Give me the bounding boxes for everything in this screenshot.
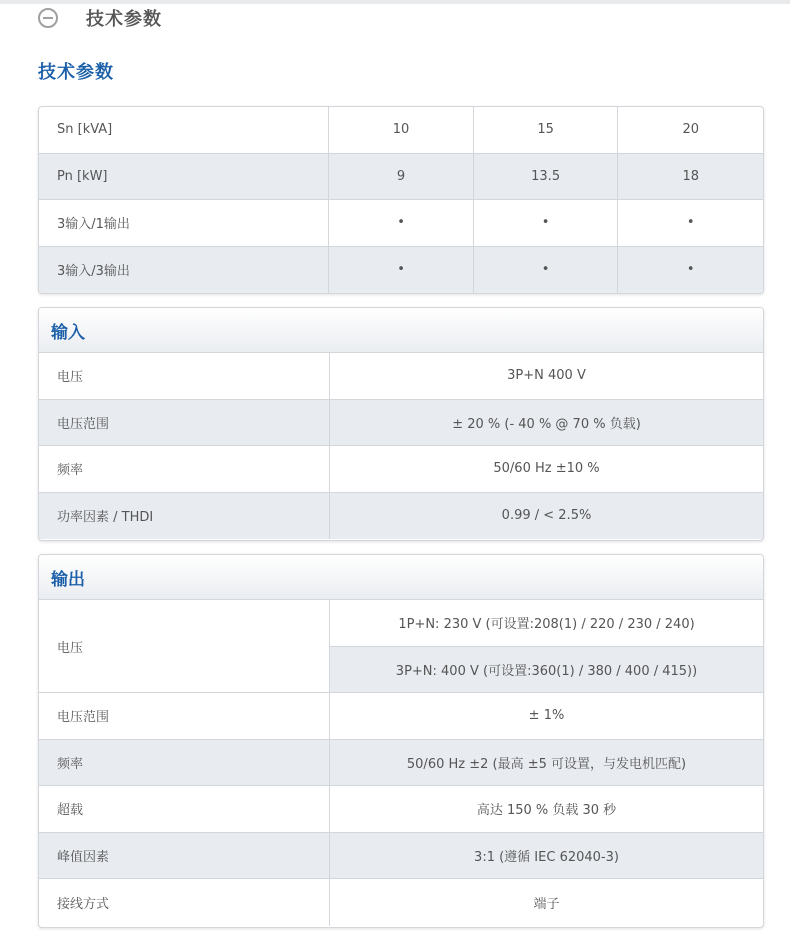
table-row <box>39 493 763 540</box>
bullet-cell: • <box>686 215 695 231</box>
row-value: 3P+N 400 V <box>507 368 586 384</box>
row-value: ± 20 % (- 40 % @ 70 % 负载) <box>452 416 641 432</box>
collapse-minus-icon[interactable] <box>38 8 58 28</box>
table-row <box>39 833 763 880</box>
row-value: 50/60 Hz ±2 (最高 ±5 可设置，与发电机匹配) <box>406 756 687 772</box>
table-cell: 18 <box>682 168 699 184</box>
row-label: 接线方式 <box>39 879 330 926</box>
row-label: 超载 <box>39 786 330 832</box>
table-row <box>39 353 763 400</box>
voltage-values <box>330 600 763 692</box>
row-value: 3P+N: 400 V (可设置:360(1) / 380 / 400 / 415)) <box>330 647 763 693</box>
bullet-cell: • <box>329 200 474 246</box>
table-row <box>39 247 763 294</box>
bullet-cell: • <box>474 200 619 246</box>
spec-table <box>38 106 764 294</box>
table-cell: 9 <box>329 154 474 200</box>
table-row <box>39 786 763 833</box>
table-cell: 10 <box>329 107 474 153</box>
output-table <box>38 554 764 928</box>
table-row <box>39 400 763 447</box>
row-value: 0.99 / < 2.5% <box>501 508 592 524</box>
row-label: 电压范围 <box>39 400 330 446</box>
row-label: 电压 <box>39 353 330 399</box>
accordion-header[interactable] <box>38 5 162 31</box>
section-title: 技术参数 <box>38 62 114 83</box>
table-cell: 13.5 <box>474 154 619 200</box>
row-value: 端子 <box>533 896 560 912</box>
table-cell: 15 <box>474 107 619 153</box>
row-label: Pn [kW] <box>39 154 329 200</box>
top-divider <box>0 0 790 4</box>
row-label: 功率因素 / THDI <box>39 493 330 540</box>
table-row <box>39 879 763 926</box>
row-label: 电压 <box>39 600 330 692</box>
bullet-cell: • <box>474 247 619 294</box>
table-row <box>39 154 763 201</box>
bullet-cell: • <box>329 247 474 294</box>
input-table <box>38 307 764 541</box>
row-label: 频率 <box>39 446 330 492</box>
row-label: 峰值因素 <box>39 833 330 879</box>
row-label: 3输入/1输出 <box>39 200 329 246</box>
row-value: 3:1 (遵循 IEC 62040-3) <box>474 849 619 865</box>
row-value: 1P+N: 230 V (可设置:208(1) / 220 / 230 / 240) <box>330 600 763 647</box>
row-value: 高达 150 % 负载 30 秒 <box>476 803 617 819</box>
accordion-title: 技术参数 <box>86 9 162 30</box>
row-label: 3输入/3输出 <box>39 247 329 294</box>
table-row <box>39 600 763 693</box>
table-row <box>39 446 763 493</box>
row-label: 电压范围 <box>39 693 330 739</box>
input-group-title: 输入 <box>39 308 763 353</box>
row-value: ± 1% <box>528 708 565 724</box>
table-row <box>39 740 763 787</box>
row-label: Sn [kVA] <box>39 107 329 153</box>
row-value: 50/60 Hz ±10 % <box>493 461 600 477</box>
output-group-title: 输出 <box>39 555 763 600</box>
table-row <box>39 693 763 740</box>
row-label: 频率 <box>39 740 330 786</box>
bullet-cell: • <box>686 262 695 278</box>
table-cell: 20 <box>682 122 699 138</box>
table-row <box>39 107 763 154</box>
table-row <box>39 200 763 247</box>
